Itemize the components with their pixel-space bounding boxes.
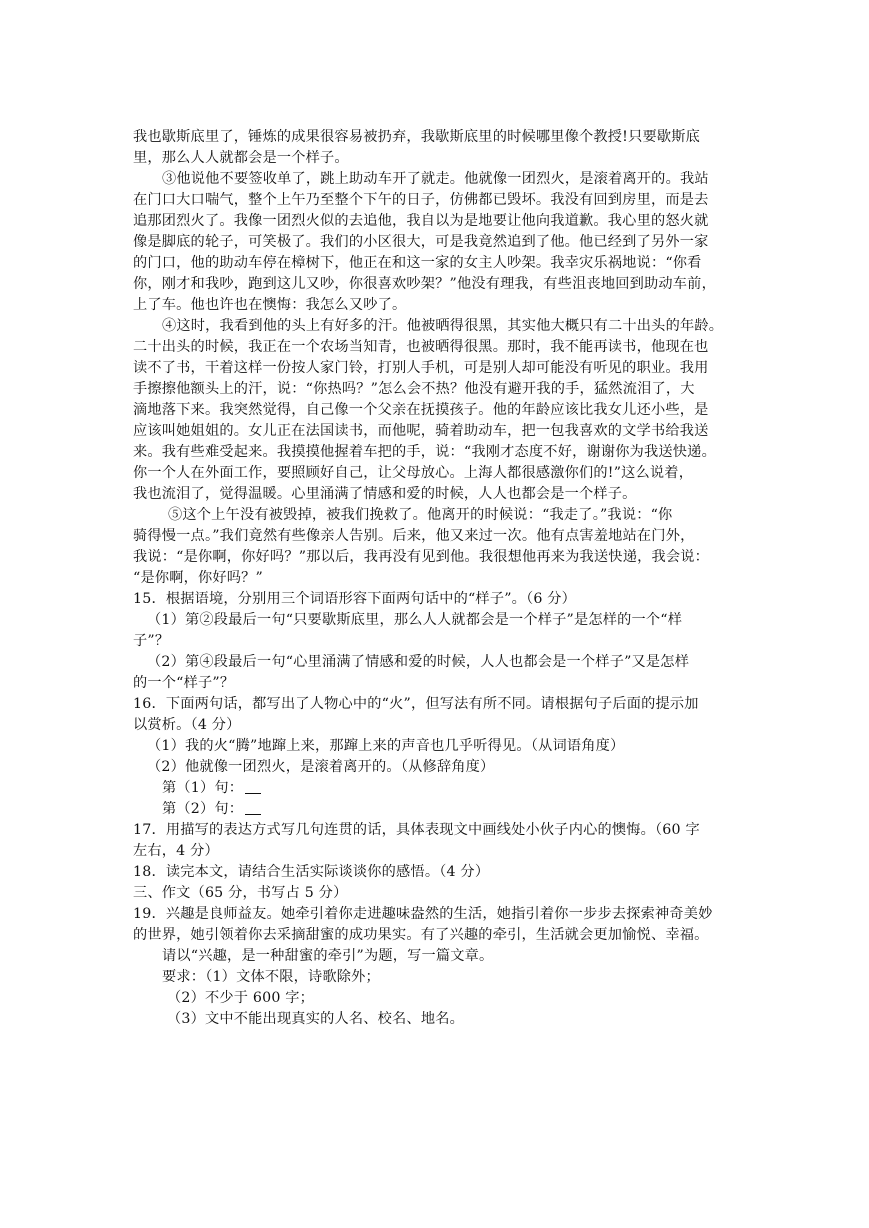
passage-line: 读不了书，干着这样一份按人家门铃，打别人手机，可是别人却可能没有听见的职业。我用 xyxy=(133,360,709,376)
question-16-sub1: （1）我的火“腾”地蹿上来，那蹿上来的声音也几乎听得见。（从词语角度） xyxy=(147,738,625,754)
answer-blank[interactable] xyxy=(245,800,261,815)
passage-line: 你一个人在外面工作，要照顾好自己，让父母放心。上海人都很感激你们的!”这么说着， xyxy=(133,465,694,481)
passage-line: 我也流泪了，觉得温暖。心里涌满了情感和爱的时候，人人也都会是一个样子。 xyxy=(133,486,637,502)
passage-line: 手擦擦他额头上的汗，说：“你热吗？”怎么会不热？他没有避开我的手，猛然流泪了，大 xyxy=(133,381,695,397)
passage-line: 的门口，他的助动车停在樟树下，他正在和这一家的女主人吵架。我幸灾乐祸地说：“你看 xyxy=(133,255,702,271)
question-16-answer-2 xyxy=(162,799,261,819)
question-15-sub1-cont: 子”？ xyxy=(133,633,170,649)
question-16-stem-cont: 以赏析。（4 分） xyxy=(133,717,241,733)
question-19-requirement-3: （3）文中不能出现真实的人名、校名、地名。 xyxy=(167,1011,464,1027)
question-15-stem: 15．根据语境，分别用三个词语形容下面两句话中的“样子”。（6 分） xyxy=(133,591,577,607)
question-19-prompt: 请以“兴趣，是一种甜蜜的牵引”为题，写一篇文章。 xyxy=(162,948,494,964)
answer-label: 第（2）句： xyxy=(162,801,244,817)
passage-line: 骑得慢一点。”我们竟然有些像亲人告别。后来，他又来过一次。他有点害羞地站在门外， xyxy=(133,528,695,544)
passage-line: ⑤这个上午没有被毁掉，被我们挽救了。他离开的时候说：“我走了。”我说：“你 xyxy=(168,507,673,523)
question-16-answer-1 xyxy=(162,778,261,798)
question-16-stem: 16．下面两句话，都写出了人物心中的“火”，但写法有所不同。请根据句子后面的提示加 xyxy=(133,696,699,712)
question-19-intro: 19．兴趣是良师益友。她牵引着你走进趣味盎然的生活，她指引着你一步步去探索神奇美妙 xyxy=(133,906,713,922)
passage-line: ④这时，我看到他的头上有好多的汗。他被晒得很黑，其实他大概只有二十出头的年龄。 xyxy=(162,318,724,334)
question-15-sub1: （1）第②段最后一句“只要歇斯底里，那么人人就都会是一个样子”是怎样的一个“样 xyxy=(147,612,683,628)
passage-line: 我也歇斯底里了，锤炼的成果很容易被扔弃，我歇斯底里的时候哪里像个教授!只要歇斯底 xyxy=(133,129,701,145)
passage-line: 里，那么人人就都会是一个样子。 xyxy=(133,150,349,166)
answer-label: 第（1）句： xyxy=(162,780,244,796)
passage-line: 上了车。他也许也在懊悔：我怎么又吵了。 xyxy=(133,297,407,313)
question-16-sub2: （2）他就像一团烈火，是滚着离开的。（从修辞角度） xyxy=(147,759,495,775)
passage-line: 像是脚底的轮子，可笑极了。我们的小区很大，可是我竟然追到了他。他已经到了另外一家 xyxy=(133,234,709,250)
question-19-requirement-1: 要求：（1）文体不限，诗歌除外； xyxy=(162,969,380,985)
question-19-intro-cont: 的世界，她引领着你去采摘甜蜜的成功果实。有了兴趣的牵引，生活就会更加愉悦、幸福。 xyxy=(133,927,709,943)
question-17-cont: 左右，4 分） xyxy=(133,843,219,859)
passage-line: 应该叫她姐姐的。女儿正在法国读书，而他呢，骑着助动车，把一包我喜欢的文学书给我送 xyxy=(133,423,709,439)
passage-line: 我说：“是你啊，你好吗？”那以后，我再没有见到他。我很想他再来为我送快递，我会说： xyxy=(133,549,710,565)
passage-line: 二十出头的时候，我正在一个农场当知青，也被晒得很黑。那时，我不能再读书，他现在也 xyxy=(133,339,709,355)
passage-line: 你，刚才和我吵，跑到这儿又吵，你很喜欢吵架？”他没有理我，有些沮丧地回到助动车前， xyxy=(133,276,716,292)
passage-line: 追那团烈火了。我像一团烈火似的去追他，我自以为是地要让他向我道歉。我心里的怒火就 xyxy=(133,213,709,229)
question-18: 18．读完本文，请结合生活实际谈谈你的感悟。（4 分） xyxy=(133,864,490,880)
passage-line: 来。我有些难受起来。我摸摸他握着车把的手，说：“我刚才态度不好，谢谢你为我送快递。 xyxy=(133,444,716,460)
passage-line: 滴地落下来。我突然觉得，自己像一个父亲在抚摸孩子。他的年龄应该比我女儿还小些，是 xyxy=(133,402,709,418)
question-15-sub2-cont: 的一个“样子”？ xyxy=(133,675,235,691)
section-3-heading: 三、作文（65 分，书写占 5 分） xyxy=(133,885,348,901)
answer-blank[interactable] xyxy=(245,779,261,794)
passage-line: “是你啊，你好吗？” xyxy=(133,570,264,586)
passage-line: 在门口大口喘气，整个上午乃至整个下午的日子，仿佛都已毁坏。我没有回到房里，而是去 xyxy=(133,192,709,208)
passage-line: ③他说他不要签收单了，跳上助动车开了就走。他就像一团烈火，是滚着离开的。我站 xyxy=(162,171,709,187)
question-19-requirement-2: （2）不少于 600 字； xyxy=(167,990,315,1006)
question-15-sub2: （2）第④段最后一句“心里涌满了情感和爱的时候，人人也都会是一个样子”又是怎样 xyxy=(147,654,690,670)
question-17: 17．用描写的表达方式写几句连贯的话，具体表现文中画线处小伙子内心的懊悔。（60 字 xyxy=(133,822,700,838)
